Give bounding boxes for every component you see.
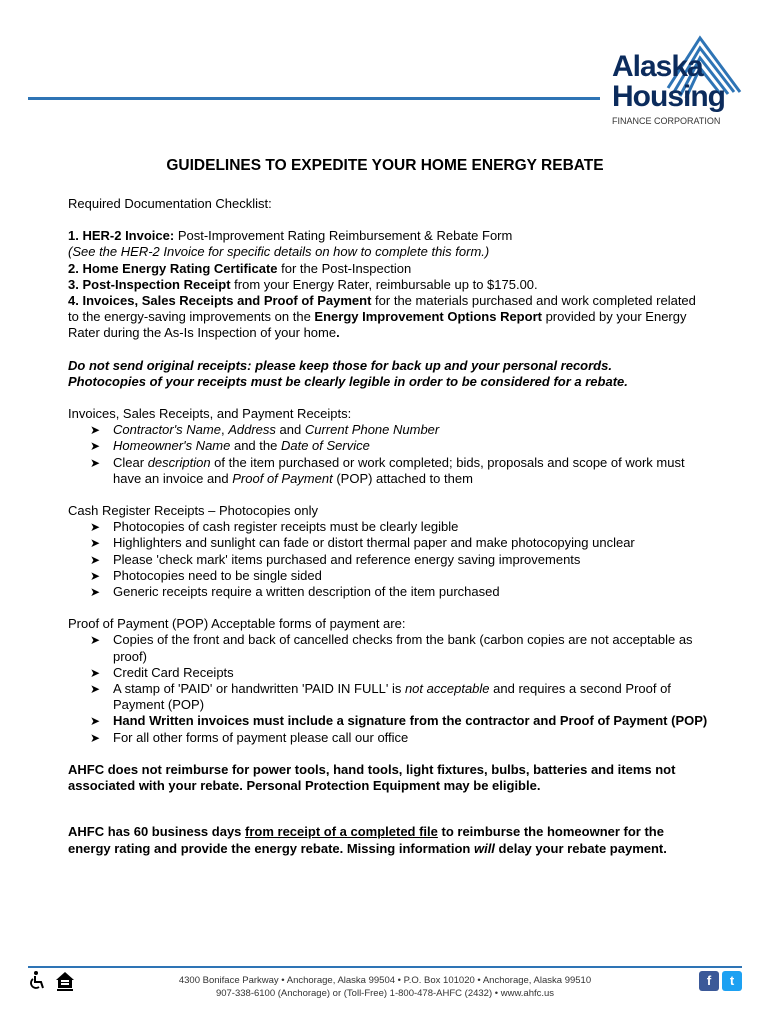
facebook-icon[interactable]: f — [699, 971, 719, 991]
logo-word-alaska: Alaska — [612, 50, 703, 83]
invoices-heading: Invoices, Sales Receipts, and Payment Receipts: — [68, 406, 352, 422]
footer-rule — [28, 966, 742, 968]
item-2 — [68, 261, 708, 277]
list-item: ➤ Generic receipts require a written description of the item purchased — [90, 584, 500, 600]
arrow-bullet-icon: ➤ — [90, 455, 101, 470]
item-2-text: for the Post-Inspection — [277, 260, 412, 276]
item-4-text: for the materials purchased and work completed related to the energy-saving improvements on the — [68, 293, 696, 325]
item-1-note — [68, 244, 708, 260]
list-item: ➤ Please 'check mark' items purchased and reference energy saving improvements — [90, 551, 581, 567]
arrow-bullet-icon: ➤ — [90, 423, 101, 438]
list-item: ➤ Highlighters and sunlight can fade or distort thermal paper and make photocopying unclear — [90, 535, 635, 551]
page-title: GUIDELINES TO EXPEDITE YOUR HOME ENERGY REBATE — [166, 157, 604, 174]
item-1-label: 1. HER-2 Invoice: — [68, 228, 175, 244]
cash-heading: Cash Register Receipts – Photocopies only — [68, 503, 319, 519]
arrow-bullet-icon: ➤ — [90, 665, 101, 680]
invoices-list — [68, 422, 708, 487]
warning-line-2: Photocopies of your receipts must be clearly legible in order to be considered for a rebate. — [68, 373, 628, 389]
list-item: ➤ Contractor's Name, Address and Current Phone Number — [90, 422, 440, 438]
list-item: ➤ Photocopies need to be single sided — [90, 567, 322, 583]
item-1-text: Post-Improvement Rating Reimbursement & Rebate Form — [174, 228, 513, 244]
list-item: ➤ Hand Written invoices must include a signature from the contractor and Proof of Payment (POP) — [90, 713, 708, 729]
ahfc-logo — [600, 30, 748, 130]
logo-word-housing: Housing — [612, 80, 725, 113]
item-4 — [68, 293, 708, 342]
arrow-bullet-icon: ➤ — [90, 568, 101, 583]
pop-list — [68, 632, 708, 745]
list-item: ➤ Copies of the front and back of cancelled checks from the bank (carbon copies are not acceptable as proof) — [90, 632, 693, 664]
logo-subtitle: FINANCE CORPORATION — [612, 116, 721, 126]
processing-notice: AHFC has 60 business days from receipt of a completed file to reimburse the homeowner for the energy rating and provide the energy rebate. Missing information will delay your rebate payment. — [68, 824, 667, 856]
arrow-bullet-icon: ➤ — [90, 730, 101, 745]
arrow-bullet-icon: ➤ — [90, 633, 101, 648]
document-body — [68, 196, 708, 857]
arrow-bullet-icon: ➤ — [90, 552, 101, 567]
arrow-bullet-icon: ➤ — [90, 439, 101, 454]
item-3-text: from your Energy Rater, reimbursable up to $175.00. — [230, 276, 538, 292]
item-3-label: 3. Post-Inspection Receipt — [68, 276, 231, 292]
arrow-bullet-icon: ➤ — [90, 536, 101, 551]
item-1 — [68, 228, 708, 244]
arrow-bullet-icon: ➤ — [90, 585, 101, 600]
warning-line-1: Do not send original receipts: please keep those for back up and your personal records. — [68, 357, 612, 373]
header-rule — [28, 97, 600, 100]
list-item: ➤ Clear description of the item purchased or work completed; bids, proposals and scope of work must have an invoice and Proof of Payment (POP) attached to them — [90, 454, 685, 486]
cash-list — [68, 519, 708, 600]
arrow-bullet-icon: ➤ — [90, 714, 101, 729]
twitter-icon[interactable]: t — [722, 971, 742, 991]
arrow-bullet-icon: ➤ — [90, 682, 101, 697]
list-item: ➤ For all other forms of payment please call our office — [90, 729, 409, 745]
list-item: ➤ Homeowner's Name and the Date of Service — [90, 438, 370, 454]
exclusions-notice: AHFC does not reimburse for power tools, hand tools, light fixtures, bulbs, batteries and items not associated with your rebate. Personal Protection Equipment may be eligible. — [68, 761, 676, 794]
item-4-report: Energy Improvement Options Report — [314, 309, 542, 325]
list-item: ➤ Credit Card Receipts — [90, 664, 234, 680]
footer-address — [0, 974, 770, 1000]
item-1-note-text: (See the HER-2 Invoice for specific details on how to complete this form.) — [68, 244, 490, 260]
pop-heading: Proof of Payment (POP) Acceptable forms of payment are: — [68, 616, 406, 632]
item-3 — [68, 277, 708, 293]
item-4-period: . — [336, 325, 340, 341]
checklist-heading: Required Documentation Checklist: — [68, 196, 272, 211]
item-4-label: 4. Invoices, Sales Receipts and Proof of Payment — [68, 293, 372, 309]
footer-line-2: 907-338-6100 (Anchorage) or (Toll-Free) 1-800-478-AHFC (2432) • www.ahfc.us — [215, 988, 555, 999]
item-4-text-2: provided by your Energy Rater during the As-Is Inspection of your home — [68, 309, 687, 341]
item-2-label: 2. Home Energy Rating Certificate — [68, 260, 278, 276]
footer-line-1: 4300 Boniface Parkway • Anchorage, Alaska 99504 • P.O. Box 101020 • Anchorage, Alaska 99510 — [178, 975, 592, 986]
arrow-bullet-icon: ➤ — [90, 520, 101, 535]
list-item: ➤ Photocopies of cash register receipts must be clearly legible — [90, 519, 459, 535]
list-item: ➤ A stamp of 'PAID' or handwritten 'PAID IN FULL' is not acceptable and requires a second Proof of Payment (POP) — [90, 681, 671, 713]
